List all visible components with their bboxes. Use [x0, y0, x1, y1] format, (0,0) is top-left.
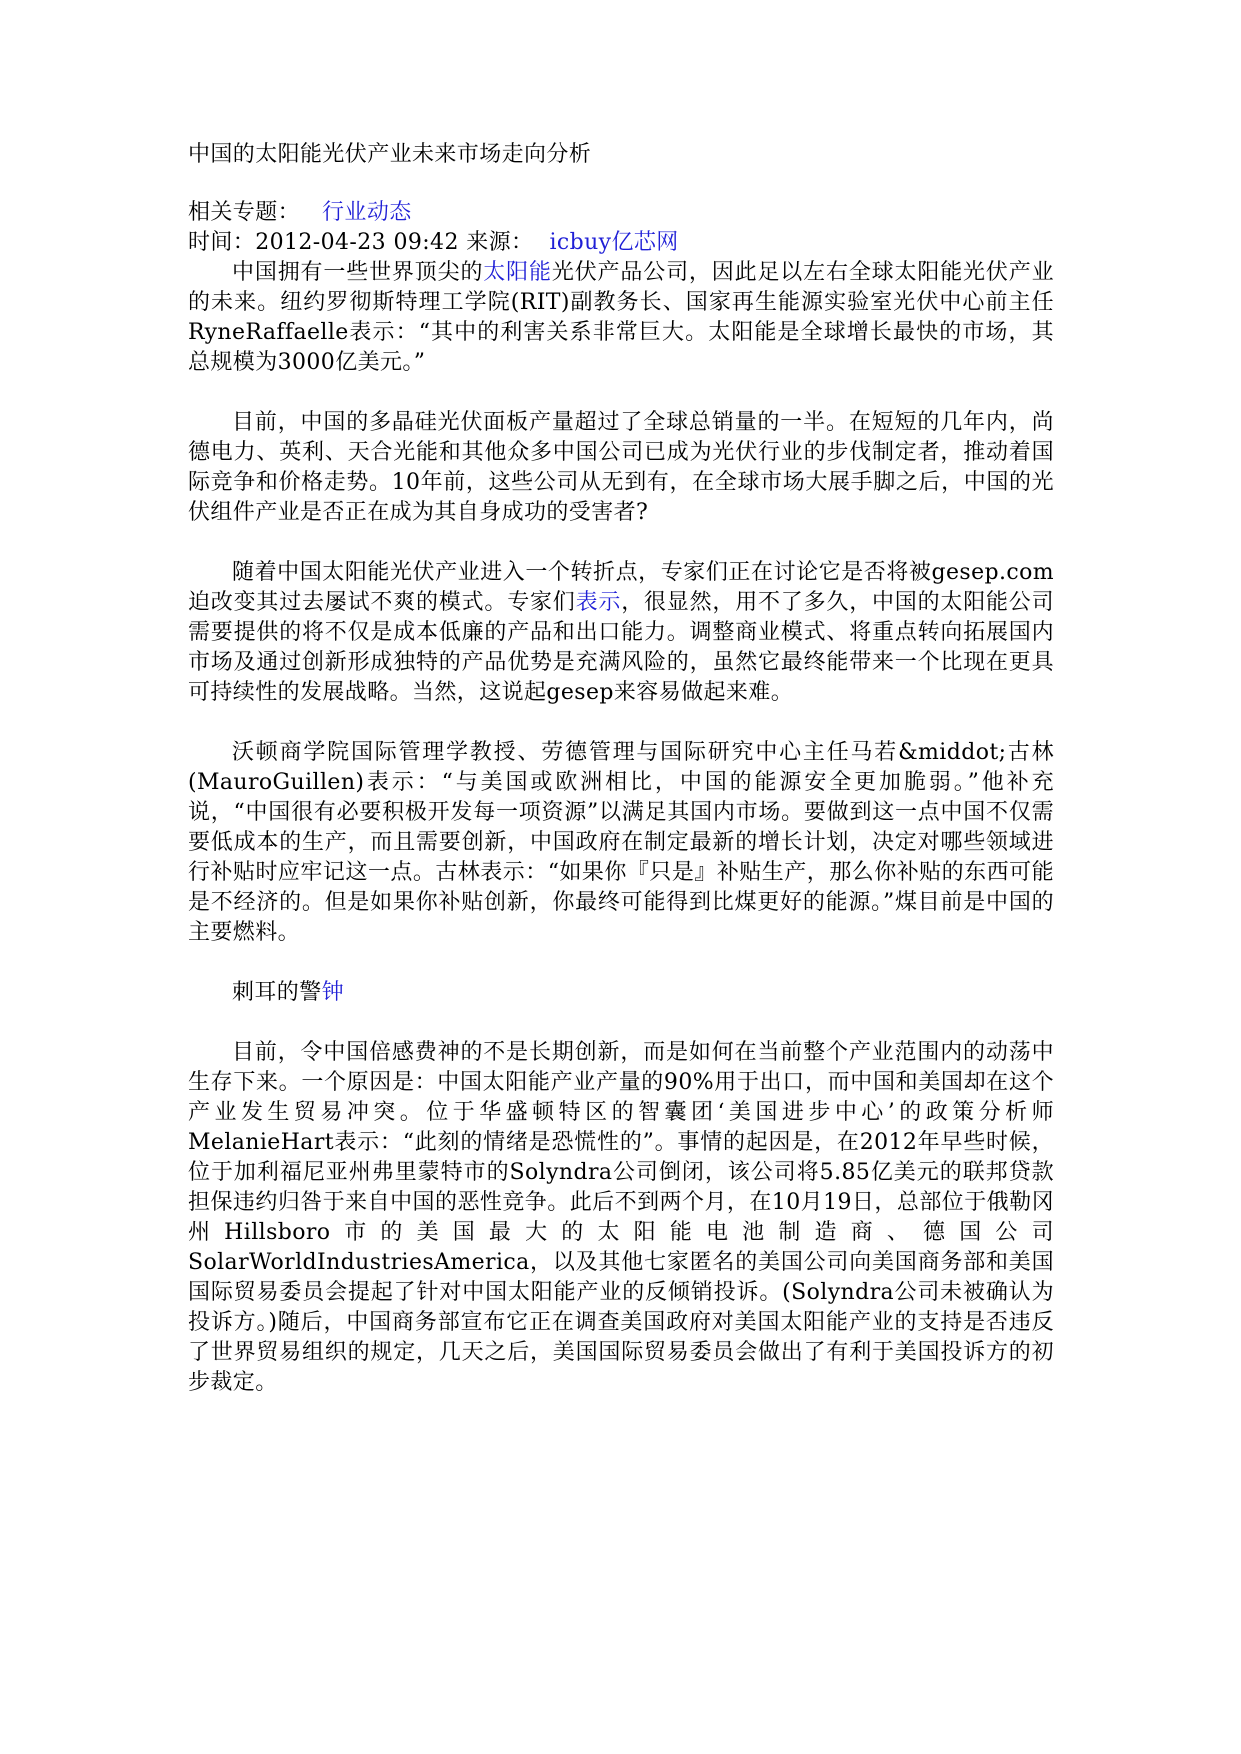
time-label: 时间：: [188, 230, 256, 255]
publish-date: 2012-04-23 09:42: [255, 230, 459, 255]
topic-link[interactable]: 行业动态: [322, 200, 412, 225]
paragraph-3: [188, 558, 1054, 708]
expressed-link[interactable]: 表示: [575, 590, 622, 615]
bell-link[interactable]: 钟: [321, 980, 345, 1005]
paragraph-5: 目前，令中国倍感费神的不是长期创新，而是如何在当前整个产业范围内的动荡中生存下来。一个原因是：中国太阳能产业产量的90%用于出口，而中国和美国却在这个产业发生贸易冲突。位于华盛顿特区的智囊团‘美国进步中心’的政策分析师MelanieHart表示：“此刻的情绪是恐慌性的”。事情的起因是，在2012年早些时候，位于加利福尼亚州弗里蒙特市的Solyndra公司倒闭，该公司将5.85亿美元的联邦贷款担保违约归咎于来自中国的恶性竞争。此后不到两个月，在10月19日，总部位于俄勒冈州Hillsboro市的美国最大的太阳能电池制造商、德国公司SolarWorldIndustriesAmerica，以及其他七家匿名的美国公司向美国商务部和美国国际贸易委员会提起了针对中国太阳能产业的反倾销投诉。(Solyndra公司未被确认为投诉方。)随后，中国商务部宣布它正在调查美国政府对美国太阳能产业的支持是否违反了世界贸易组织的规定，几天之后，美国国际贸易委员会做出了有利于美国投诉方的初步裁定。: [188, 1040, 1054, 1395]
article-body: [188, 140, 1054, 1428]
section-heading: [188, 978, 1054, 1008]
source-label: 来源：: [466, 230, 534, 255]
topic-line: [188, 198, 1054, 228]
paragraph-3-pre: 随着中国太阳能光伏产业进入一个转折点，专家们正在讨论它是否将被gesep.com迫改变其过去屡试不爽的模式。专家们: [188, 560, 1054, 615]
article-title: 中国的太阳能光伏产业未来市场走向分析: [188, 142, 592, 167]
time-source-line: [188, 228, 1054, 258]
paragraph-1-pre: 中国拥有一些世界顶尖的: [232, 260, 484, 285]
section-heading-pre: 刺耳的警: [232, 980, 322, 1005]
topic-label: 相关专题：: [188, 200, 301, 225]
solar-energy-link[interactable]: 太阳能: [483, 260, 552, 285]
paragraph-1-post: 光伏产品公司，因此足以左右全球太阳能光伏产业的未来。纽约罗彻斯特理工学院(RIT)副教务长、国家再生能源实验室光伏中心前主任RyneRaffaelle表示：“其中的利害关系非常巨大。太阳能是全球增长最快的市场，其总规模为3000亿美元。”: [188, 260, 1054, 375]
paragraph-4: 沃顿商学院国际管理学教授、劳德管理与国际研究中心主任马若&middot;古林(MauroGuillen)表示：“与美国或欧洲相比，中国的能源安全更加脆弱。”他补充说，“中国很有必要积极开发每一项资源”以满足其国内市场。要做到这一点中国不仅需要低成本的生产，而且需要创新，中国政府在制定最新的增长计划，决定对哪些领域进行补贴时应牢记这一点。古林表示：“如果你『只是』补贴生产，那么你补贴的东西可能是不经济的。但是如果你补贴创新，你最终可能得到比煤更好的能源。”煤目前是中国的主要燃料。: [188, 740, 1054, 945]
paragraph-3-post: ，很显然，用不了多久，中国的太阳能公司需要提供的将不仅是成本低廉的产品和出口能力。调整商业模式、将重点转向拓展国内市场及通过创新形成独特的产品优势是充满风险的，虽然它最终能带来一个比现在更具可持续性的发展战略。当然，这说起gesep来容易做起来难。: [188, 590, 1054, 705]
paragraph-2: 目前，中国的多晶硅光伏面板产量超过了全球总销量的一半。在短短的几年内，尚德电力、英利、天合光能和其他众多中国公司已成为光伏行业的步伐制定者，推动着国际竞争和价格走势。10年前，这些公司从无到有，在全球市场大展手脚之后，中国的光伏组件产业是否正在成为其自身成功的受害者?: [188, 410, 1054, 525]
source-link[interactable]: icbuy亿芯网: [549, 230, 679, 255]
paragraph-1: [188, 258, 1054, 378]
